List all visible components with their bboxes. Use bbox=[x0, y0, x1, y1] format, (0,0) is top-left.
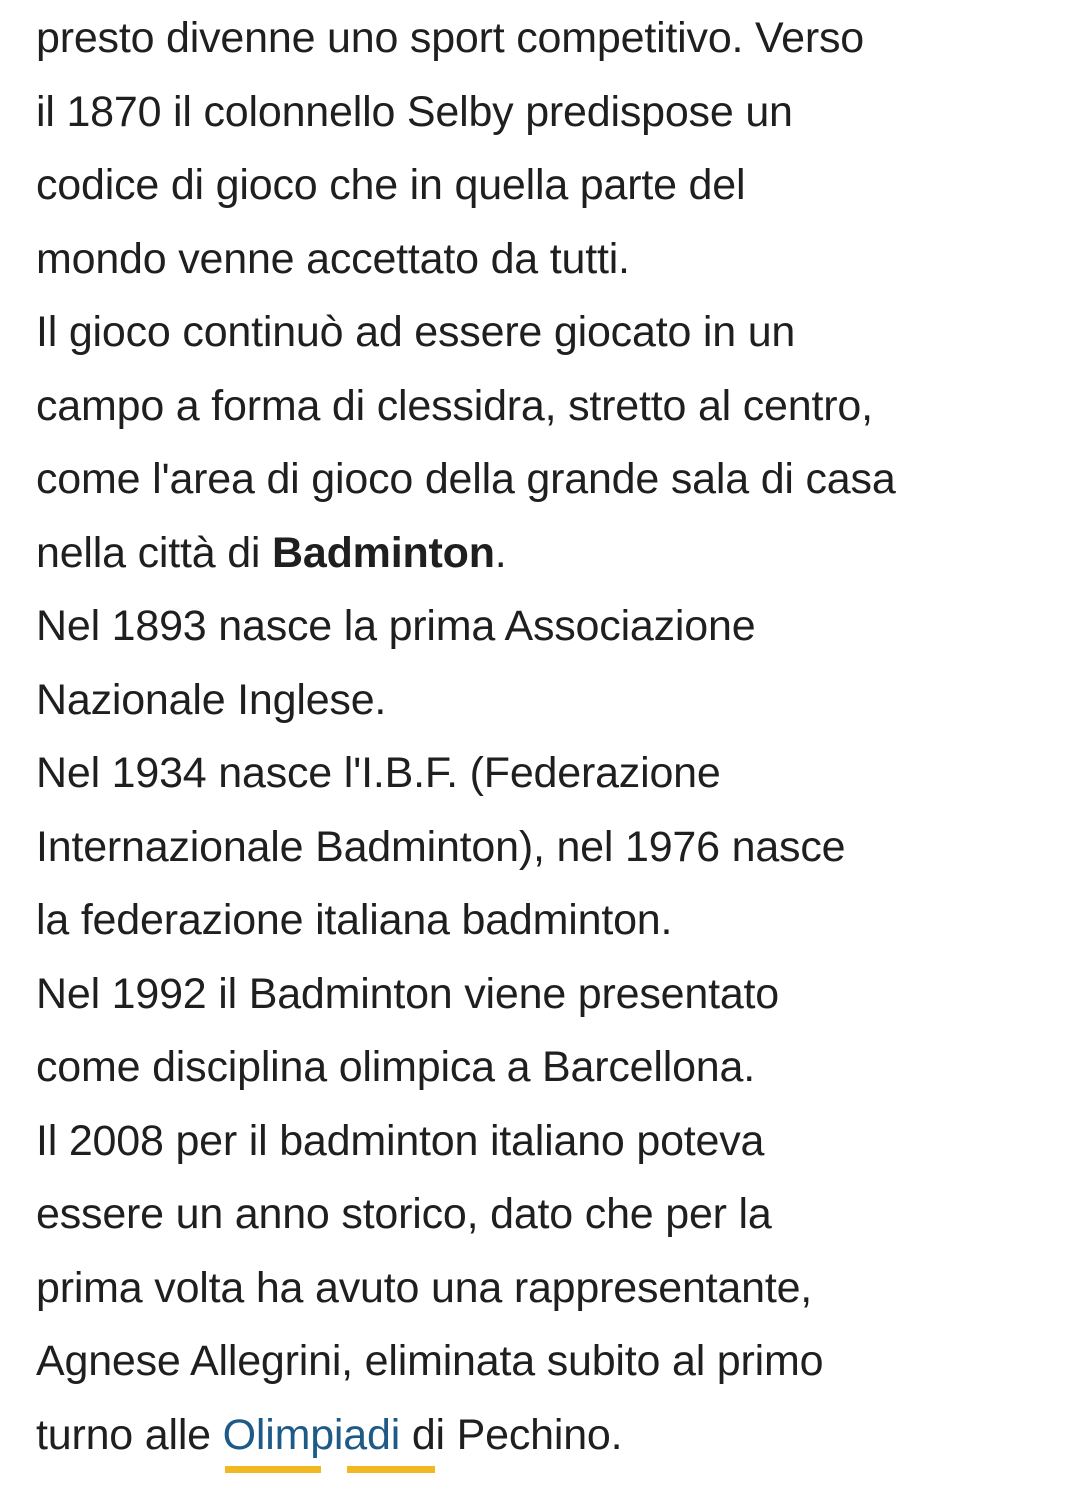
text-line: Nel 1934 nasce l'I.B.F. (Federazione bbox=[36, 749, 721, 797]
text-line: Agnese Allegrini, eliminata subito al primo bbox=[36, 1337, 824, 1385]
text-line bbox=[36, 517, 1036, 591]
bold-keyword: Badminton bbox=[272, 528, 495, 577]
olimpiadi-link[interactable] bbox=[223, 1399, 400, 1473]
text-line: come disciplina olimpica a Barcellona. bbox=[36, 1043, 755, 1091]
text-line: Nel 1893 nasce la prima Associazione bbox=[36, 602, 756, 650]
text-segment: nella città di bbox=[36, 528, 273, 577]
link-underline-segment bbox=[225, 1466, 321, 1473]
text-segment: turno alle bbox=[36, 1410, 223, 1459]
text-line: la federazione italiana badminton. bbox=[36, 896, 673, 944]
article-body bbox=[36, 2, 1036, 1472]
text-line: presto divenne uno sport competitivo. Verso bbox=[36, 14, 864, 62]
text-line: il 1870 il colonnello Selby predispose un bbox=[36, 87, 793, 136]
text-line: mondo venne accettato da tutti. bbox=[36, 234, 630, 283]
text-line: come l'area di gioco della grande sala di casa bbox=[36, 455, 896, 503]
text-line: campo a forma di clessidra, stretto al centro, bbox=[36, 381, 873, 430]
text-line: Il 2008 per il badminton italiano poteva bbox=[36, 1116, 765, 1165]
text-line: prima volta ha avuto una rappresentante, bbox=[36, 1263, 813, 1312]
text-line: Nel 1992 il Badminton viene presentato bbox=[36, 969, 779, 1018]
link-label: Olimpiadi bbox=[222, 1410, 401, 1459]
text-line: codice di gioco che in quella parte del bbox=[36, 161, 746, 209]
text-line: Il gioco continuò ad essere giocato in un bbox=[36, 308, 796, 356]
text-line bbox=[36, 1399, 1036, 1473]
text-line: Internazionale Badminton), nel 1976 nasce bbox=[36, 822, 846, 871]
text-segment: di Pechino. bbox=[400, 1410, 623, 1459]
text-segment: . bbox=[494, 528, 507, 577]
text-line: essere un anno storico, dato che per la bbox=[36, 1190, 772, 1238]
text-line: Nazionale Inglese. bbox=[36, 675, 387, 724]
link-underline-segment bbox=[347, 1466, 435, 1473]
